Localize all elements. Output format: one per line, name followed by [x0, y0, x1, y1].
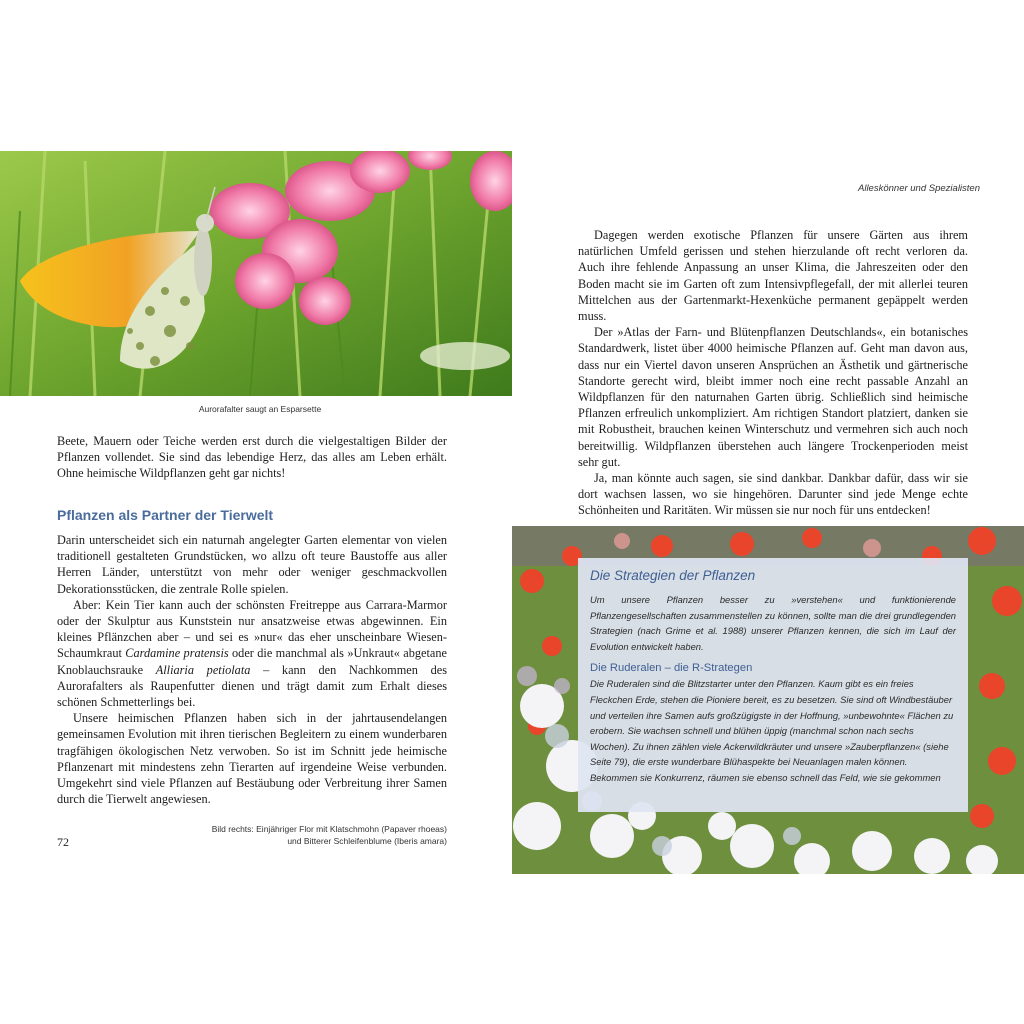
paragraph-3: Unsere heimischen Pflanzen haben sich in der jahrtausendelangen gemeinsamen Evolution mit ihren tierischen Begleitern zu einem wunderbaren tragfähigen ökologischen Netz verwoben. So ist im Schnitt jede heimische Pflanzenart mit mindestens zehn Tierarten auf irgendeine Weise verbunden. Umgekehrt sind viele Pflanzen auf Bestäubung oder Verbreitung ihrer Samen durch die Tierwelt angewiesen.	[57, 711, 447, 807]
paragraph-2-part-b: oder die manchmal als »Unkraut« abgetane Knoblauchsrauke	[57, 646, 447, 677]
species-name-cardamine: Cardamine pratensis	[125, 646, 229, 661]
info-box-text: Die Ruderalen sind die Blitzstarter unter den Pflanzen. Kaum gibt es ein freies Fleckchen Erde, stehen die Pioniere bereit, es zu besetzen. Sie sind oft Windbestäuber und verteilen ihre Samen aufs großzügigste in der Hoffnung, »unbewohnte« Flächen zu erobern. Sie wachsen schnell und blühen üppig (manchmal schon nach sechs Wochen). Zu ihnen zählen viele Ackerwildkräuter und unsere »Zauberpflanzen« (siehe Seite 79), die erste wunderbare Blühaspekte bei Neuanlagen malen können. Bekommen sie Konkurrenz, räumen sie ebenso schnell das Feld, wie sie gekommen	[590, 678, 954, 783]
right-main-text	[578, 227, 968, 519]
right-paragraph-3: Ja, man könnte auch sagen, sie sind dankbar. Dankbar dafür, dass wir sie dort wachsen lassen, wo sie hingehören. Darunter sind jede Menge echte Schönheiten und Raritäten. Wir müssen sie nur noch für uns entdecken!	[578, 471, 968, 518]
right-paragraph-2: Der »Atlas der Farn- und Blütenpflanzen Deutschlands«, ein botanisches Standardwerk, listet über 4000 heimische Pflanzen auf. Geht man davon aus, dass nur ein Viertel davon unseren Ansprüchen an Ästhetik und gärtnerische Standorte gerecht wird, bleibt immer noch eine recht passable Anzahl an Wildpflanzen für den naturnahen Garten übrig. Schließlich sind heimische Pflanzen erfreulich unkompliziert. Am richtigen Standort platziert, danken sie mit Robustheit, brauchen keinen Winterschutz und vermehren sich auch noch bereitwillig. Wildpflanzen überstehen auch längere Trockenperioden meist sehr gut.	[578, 325, 968, 469]
butterfly-photo-illustration	[0, 151, 512, 396]
running-header: Alleskönner und Spezialisten	[858, 183, 980, 194]
butterfly-photo	[0, 151, 512, 396]
paragraph-1: Darin unterscheidet sich ein naturnah angelegter Garten elementar von vielen traditionell gestalteten Grundstücken, wo allzu oft teure Baustoffe aus aller Herren Länder, unterstützt von mehr oder weniger geschmackvollen Dekorationsstücken, die zentrale Rolle spielen.	[57, 533, 447, 596]
info-box-subtitle: Die Ruderalen – die R-Strategen	[590, 662, 753, 675]
info-box	[578, 558, 968, 812]
paragraph-2	[57, 597, 447, 710]
page-number: 72	[57, 835, 69, 849]
info-box-intro: Um unsere Pflanzen besser zu »verstehen« und funktionierende Pflanzengesellschaften zusammenstellen zu können, sollte man die drei grundlegenden Strategien (nach Grime et al. 1988) unserer Pflanzen kennen, die sich im Lauf der Evolution entwickelt haben.	[590, 594, 956, 652]
intro-paragraph: Beete, Mauern oder Teiche werden erst durch die vielgestaltigen Bilder der Pflanzen vollendet. Sie sind das lebendige Herz, das alles am Leben erhält. Ohne heimische Wildpflanzen geht gar nichts!	[57, 434, 447, 481]
species-name-alliaria: Alliaria petiolata	[155, 662, 251, 677]
intro-text	[57, 433, 447, 482]
bottom-caption	[200, 823, 447, 847]
info-box-title: Die Strategien der Pflanzen	[590, 568, 756, 583]
left-main-text	[57, 532, 447, 807]
photo-caption: Aurorafalter saugt an Esparsette	[198, 404, 322, 414]
paragraph-2-part-c: – kann den Nachkommen des Aurorafalters als Raupenfutter dienen und trägt damit zum Erhalt dieses schönen Schmetterlings bei.	[57, 662, 447, 710]
paragraph-2-part-a: Aber: Kein Tier kann auch der schönsten Freitreppe aus Carrara-Marmor oder der Skulptur aus Kunststein nur ansatzweise etwas abgewinnen. Ein kleines Pflänzchen aber – und sei es »nur« das eher unscheinbare Wiesen-Schaumkraut	[57, 597, 447, 661]
bottom-caption-line-1: Bild rechts: Einjähriger Flor mit Klatschmohn (Papaver rhoeas)	[211, 824, 447, 834]
section-heading: Pflanzen als Partner der Tierwelt	[57, 507, 274, 523]
right-paragraph-1: Dagegen werden exotische Pflanzen für unsere Gärten aus ihrem natürlichen Umfeld gerissen und stehen hierzulande oft recht verloren da. Auch ihre fehlende Anpassung an unser Klima, die Jahreszeiten oder den Boden macht sie im Garten oft zum Intensivpflegefall, der mit allerlei teuren Mittelchen aus der Gartenmarkt-Hexenküche permanent gepäppelt werden muss.	[578, 228, 968, 324]
bottom-caption-line-2: und Bitterer Schleifenblume (Iberis amara)	[287, 836, 447, 846]
